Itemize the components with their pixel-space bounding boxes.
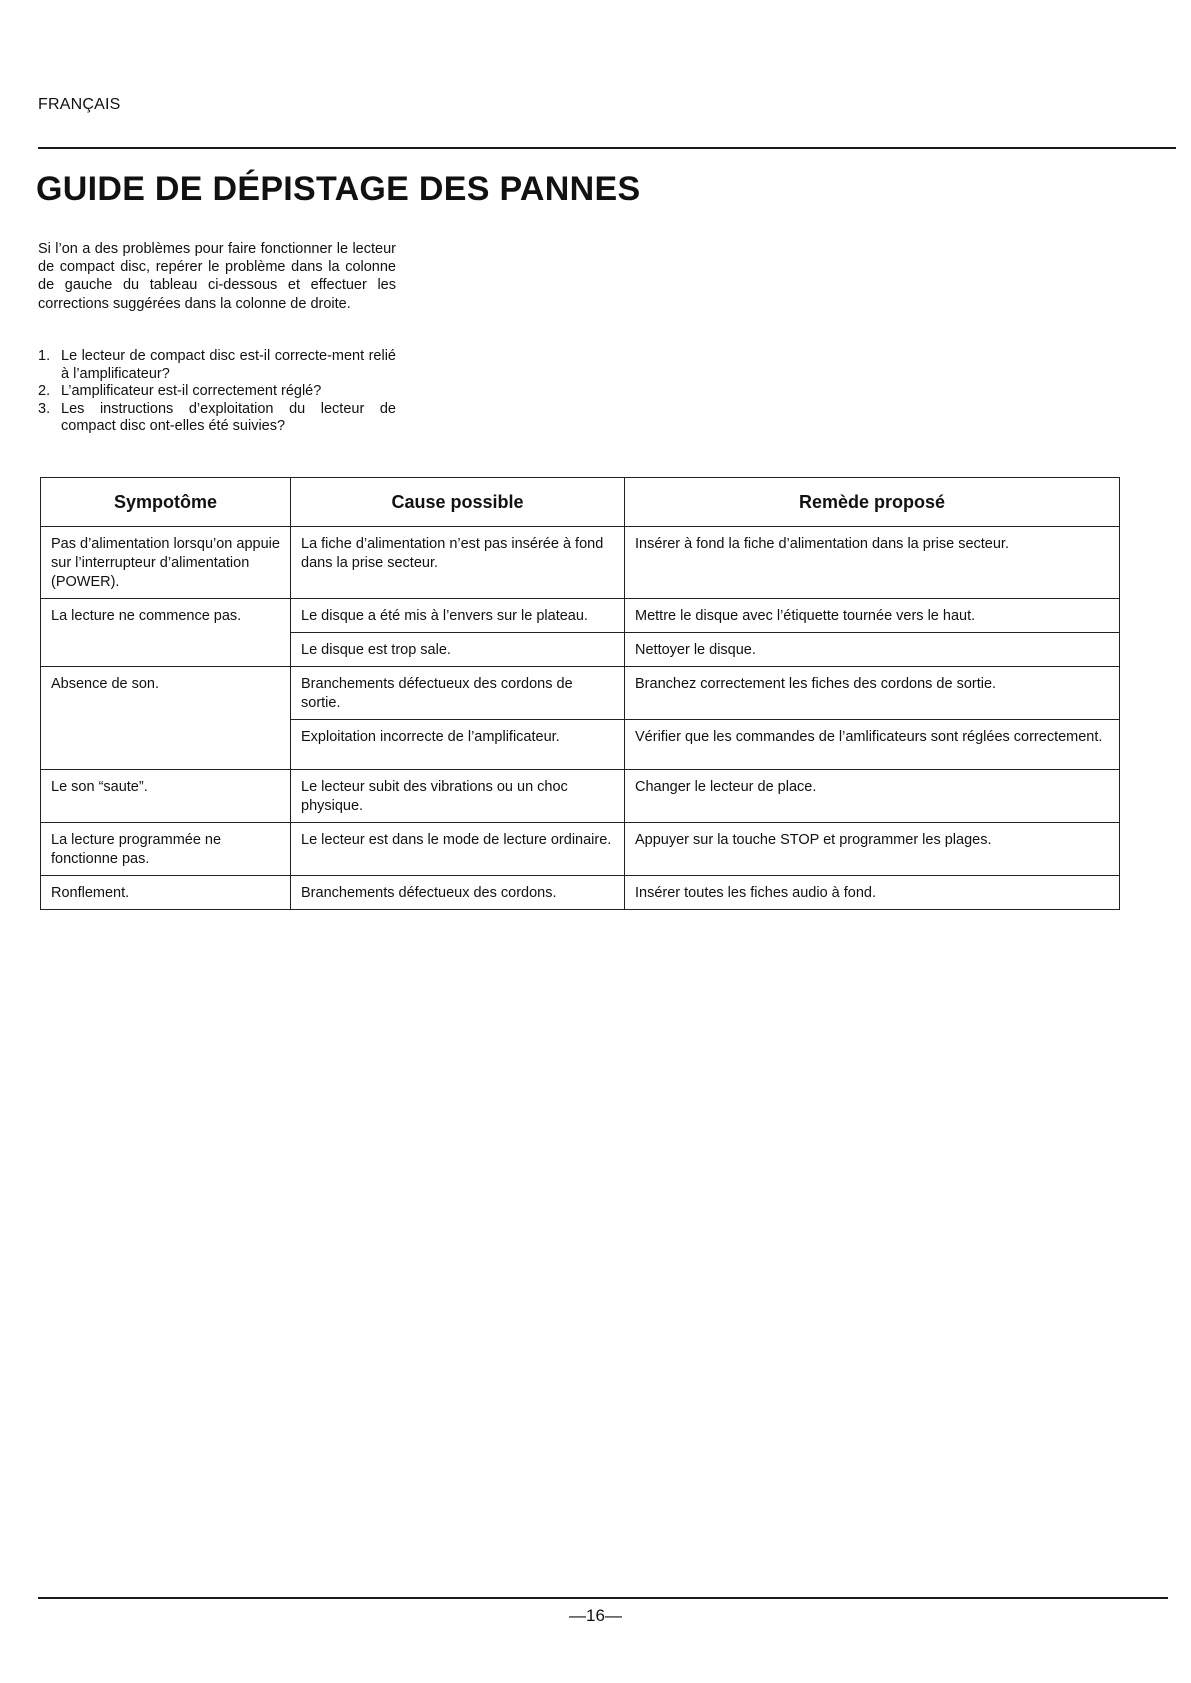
remedy-cell: Insérer toutes les fiches audio à fond.: [625, 876, 1120, 910]
cause-cell: Le disque est trop sale.: [291, 633, 625, 667]
checklist-item: [38, 348, 396, 383]
checklist-text: Les instructions d’exploitation du lecteur de compact disc ont-elles été suivies?: [61, 400, 396, 434]
symptom-cell: La lecture programmée ne fonctionne pas.: [41, 823, 291, 876]
remedy-cell: Branchez correctement les fiches des cordons de sortie.: [625, 667, 1120, 720]
page-title: GUIDE DE DÉPISTAGE DES PANNES: [36, 170, 641, 208]
checklist-number: 3.: [38, 400, 51, 417]
checklist-text: Le lecteur de compact disc est-il correcte-ment relié à l’amplificateur?: [61, 348, 396, 382]
checklist: [38, 348, 396, 436]
table-row: [41, 876, 1120, 910]
cause-cell: Le disque a été mis à l’envers sur le plateau.: [291, 599, 625, 633]
intro-paragraph: Si l’on a des problèmes pour faire fonctionner le lecteur de compact disc, repérer le problème dans la colonne de gauche du tableau ci-dessous et effectuer les corrections suggérées dans la colonne de droite.: [38, 241, 396, 312]
language-label: FRANÇAIS: [38, 96, 121, 113]
page-number: —16—: [569, 1606, 622, 1625]
table-row: [41, 527, 1120, 599]
cause-cell: La fiche d’alimentation n’est pas insérée à fond dans la prise secteur.: [291, 527, 625, 599]
symptom-cell: La lecture ne commence pas.: [41, 599, 291, 667]
cause-cell: Le lecteur est dans le mode de lecture ordinaire.: [291, 823, 625, 876]
remedy-cell: Nettoyer le disque.: [625, 633, 1120, 667]
top-divider: [38, 147, 1176, 149]
table-row: [41, 823, 1120, 876]
remedy-cell: Changer le lecteur de place.: [625, 770, 1120, 823]
cause-cell: Branchements défectueux des cordons de sortie.: [291, 667, 625, 720]
cause-cell: Le lecteur subit des vibrations ou un choc physique.: [291, 770, 625, 823]
symptom-cell: Absence de son.: [41, 667, 291, 770]
symptom-cell: Pas d’alimentation lorsqu’on appuie sur l’interrupteur d’alimentation (POWER).: [41, 527, 291, 599]
checklist-text: L’amplificateur est-il correctement réglé?: [61, 383, 322, 399]
header-remedy: Remède proposé: [625, 478, 1120, 527]
cause-cell: Branchements défectueux des cordons.: [291, 876, 625, 910]
checklist-item: [38, 401, 396, 436]
table-row: [41, 599, 1120, 633]
header-symptom: Sympotôme: [41, 478, 291, 527]
cause-cell: Exploitation incorrecte de l’amplificateur.: [291, 720, 625, 770]
footer-divider: [38, 1597, 1168, 1599]
symptom-cell: Ronflement.: [41, 876, 291, 910]
remedy-cell: Insérer à fond la fiche d’alimentation dans la prise secteur.: [625, 527, 1120, 599]
symptom-cell: Le son “saute”.: [41, 770, 291, 823]
remedy-cell: Appuyer sur la touche STOP et programmer les plages.: [625, 823, 1120, 876]
remedy-cell: Vérifier que les commandes de l’amlificateurs sont réglées correctement.: [625, 720, 1120, 770]
table-row: [41, 667, 1120, 720]
table-row: [41, 770, 1120, 823]
checklist-number: 1.: [38, 348, 51, 364]
troubleshooting-table: [40, 477, 1120, 910]
remedy-cell: Mettre le disque avec l’étiquette tournée vers le haut.: [625, 599, 1120, 633]
header-cause: Cause possible: [291, 478, 625, 527]
table-header-row: [41, 478, 1120, 527]
checklist-item: [38, 383, 396, 401]
checklist-number: 2.: [38, 383, 51, 399]
